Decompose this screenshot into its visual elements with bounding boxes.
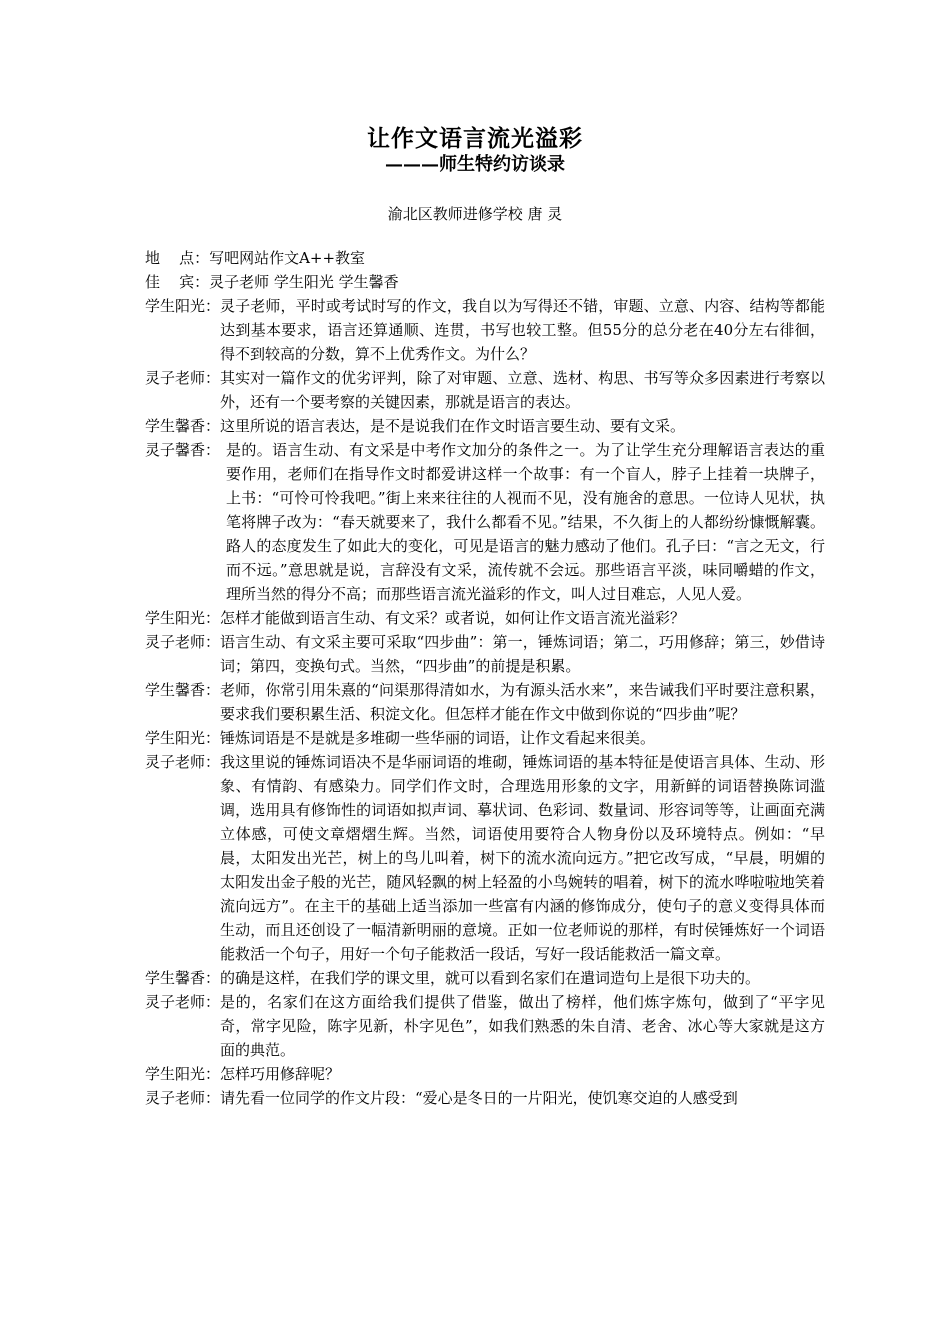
dialogue-entry bbox=[145, 966, 825, 990]
speaker-label: 学生馨香： bbox=[145, 681, 221, 699]
dialogue-entry bbox=[145, 726, 825, 750]
speaker-label: 灵子老师： bbox=[145, 633, 221, 651]
entry-text: 其实对一篇作文的优劣评判，除了对审题、立意、选材、构思、书写等众多因素进行考察以外，还有一个要考察的关键因素，那就是语言的表达。 bbox=[220, 369, 825, 411]
dialogue-entry bbox=[145, 630, 825, 678]
entry-text: 请先看一位同学的作文片段：“爱心是冬日的一片阳光，使饥寒交迫的人感受到 bbox=[220, 1089, 738, 1107]
entry-text: 语言生动、有文采主要可采取“四步曲”：第一，锤炼词语；第二，巧用修辞；第三，妙借诗词；第四，变换句式。当然，“四步曲”的前提是积累。 bbox=[220, 633, 825, 675]
entry-text: 灵子老师，平时或考试时写的作文，我自以为写得还不错，审题、立意、内容、结构等都能达到基本要求，语言还算通顺、连贯，书写也较工整。但55分的总分老在40分左右徘徊，得不到较高的分数，算不上优秀作文。为什么？ bbox=[220, 297, 825, 363]
dialogue-entry-guests bbox=[145, 270, 825, 294]
speaker-label: 灵子馨香： bbox=[145, 441, 221, 459]
entry-text: 写吧网站作文A++教室 bbox=[209, 249, 366, 267]
speaker-label: 学生馨香： bbox=[145, 417, 221, 435]
dialogue-entry bbox=[145, 750, 825, 966]
speaker-label: 学生阳光： bbox=[145, 297, 221, 315]
dialogue-entry bbox=[145, 1062, 825, 1086]
speaker-label: 灵子老师： bbox=[145, 993, 221, 1011]
dialogue-entry bbox=[145, 1086, 825, 1110]
entry-text: 老师，你常引用朱熹的“问渠那得清如水，为有源头活水来”，来告诫我们平时要注意积累，要求我们要积累生活、积淀文化。但怎样才能在作文中做到你说的“四步曲”呢？ bbox=[220, 681, 825, 723]
dialogue-entry bbox=[145, 366, 825, 414]
dialogue-entry bbox=[145, 990, 825, 1062]
dialogue-entry bbox=[145, 414, 825, 438]
speaker-label: 学生阳光： bbox=[145, 729, 221, 747]
document-subtitle: ———师生特约访谈录 bbox=[385, 154, 565, 175]
dialogue-body bbox=[145, 246, 825, 1110]
document-title: 让作文语言流光溢彩 bbox=[367, 125, 583, 152]
dialogue-entry bbox=[145, 438, 825, 606]
entry-text: 怎样才能做到语言生动、有文采？或者说，如何让作文语言流光溢彩？ bbox=[220, 609, 686, 627]
entry-text: 灵子老师 学生阳光 学生馨香 bbox=[209, 273, 399, 291]
entry-text: 的确是这样，在我们学的课文里，就可以看到名家们在遣词造句上是很下功夫的。 bbox=[220, 969, 761, 987]
speaker-label: 地 点： bbox=[145, 249, 210, 267]
entry-text: 锤炼词语是不是就是多堆砌一些华丽的词语，让作文看起来很美。 bbox=[220, 729, 656, 747]
dialogue-entry-location bbox=[145, 246, 825, 270]
entry-text: 怎样巧用修辞呢？ bbox=[220, 1065, 341, 1083]
author-line: 渝北区教师进修学校 唐 灵 bbox=[387, 205, 563, 223]
dialogue-entry bbox=[145, 678, 825, 726]
dialogue-entry bbox=[145, 606, 825, 630]
entry-text: 是的，名家们在这方面给我们提供了借鉴，做出了榜样，他们炼字炼句，做到了“平字见奇，常字见险，陈字见新，朴字见色”，如我们熟悉的朱自清、老舍、冰心等大家就是这方面的典范。 bbox=[220, 993, 825, 1059]
speaker-label: 灵子老师： bbox=[145, 753, 221, 771]
speaker-label: 学生馨香： bbox=[145, 969, 221, 987]
speaker-label: 灵子老师： bbox=[145, 1089, 221, 1107]
entry-text: 这里所说的语言表达，是不是说我们在作文时语言要生动、要有文采。 bbox=[220, 417, 686, 435]
dialogue-entry bbox=[145, 294, 825, 366]
entry-text: 我这里说的锤炼词语决不是华丽词语的堆砌，锤炼词语的基本特征是使语言具体、生动、形象、有情韵、有感染力。同学们作文时，合理选用形象的文字，用新鲜的词语替换陈词滥调，选用具有修饰性的词语如拟声词、摹状词、色彩词、数量词、形容词等等，让画面充满立体感，可使文章熠熠生辉。当然，词语使用要符合人物身份以及环境特点。例如：“早晨，太阳发出光芒，树上的鸟儿叫着，树下的流水流向远方。”把它改写成，“早晨，明媚的太阳发出金子般的光芒，随风轻飘的树上轻盈的小鸟婉转的唱着，树下的流水哗啦啦地笑着流向远方”。在主干的基础上适当添加一些富有内涵的修饰成分，使句子的意义变得具体而生动，而且还创设了一幅清新明丽的意境。正如一位老师说的那样，有时侯锤炼好一个词语能救活一个句子，用好一个句子能救活一段话，写好一段话能救活一篇文章。 bbox=[220, 753, 825, 963]
speaker-label: 学生阳光： bbox=[145, 609, 221, 627]
speaker-label: 学生阳光： bbox=[145, 1065, 221, 1083]
speaker-label: 佳 宾： bbox=[145, 273, 210, 291]
entry-text: 是的。语言生动、有文采是中考作文加分的条件之一。为了让学生充分理解语言表达的重要作用，老师们在指导作文时都爱讲这样一个故事：有一个盲人，脖子上挂着一块牌子，上书：“可怜可怜我吧。”街上来来往往的人视而不见，没有施舍的意思。一位诗人见状，执笔将牌子改为：“春天就要来了，我什么都看不见。”结果，不久街上的人都纷纷慷慨解囊。路人的态度发生了如此大的变化，可见是语言的魅力感动了他们。孔子曰：“言之无文，行而不远。”意思就是说，言辞没有文采，流传就不会远。那些语言平淡，味同嚼蜡的作文，理所当然的得分不高；而那些语言流光溢彩的作文，叫人过目难忘，人见人爱。 bbox=[226, 441, 825, 603]
speaker-label: 灵子老师： bbox=[145, 369, 221, 387]
